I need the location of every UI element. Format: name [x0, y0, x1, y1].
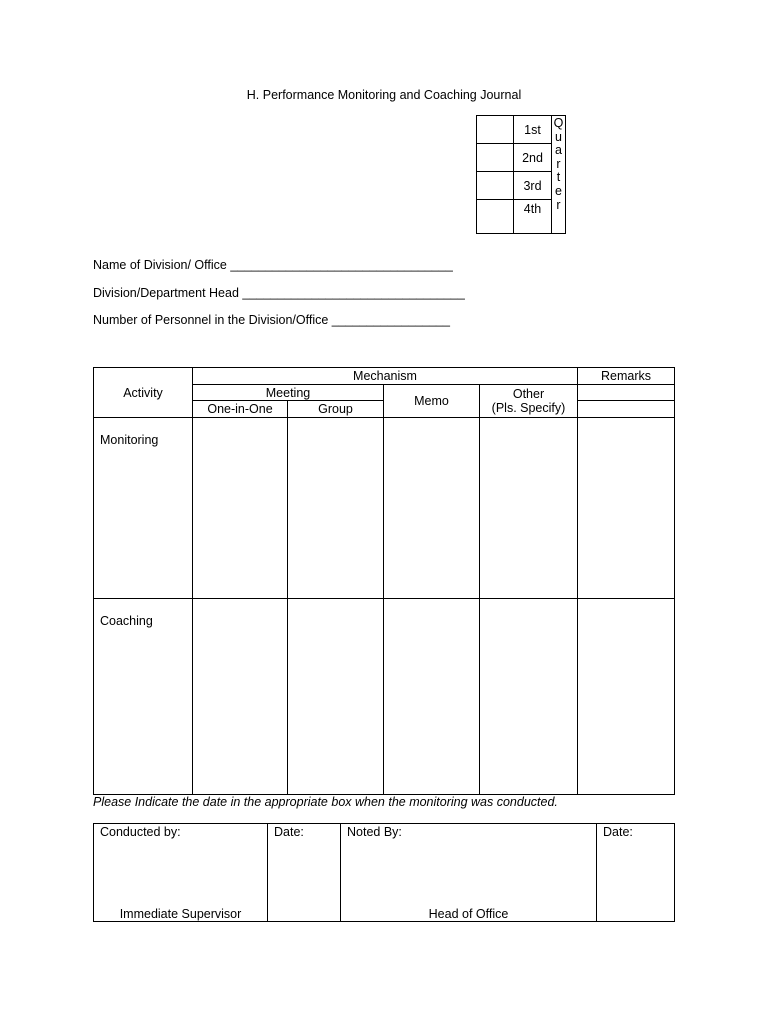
- personnel-count-field[interactable]: Number of Personnel in the Division/Office _________________: [93, 313, 450, 327]
- other-header: [480, 385, 578, 418]
- coaching-other-cell[interactable]: [480, 599, 578, 795]
- mechanism-header: Mechanism: [193, 368, 578, 385]
- quarter-box: [476, 115, 566, 234]
- coaching-memo-cell[interactable]: [384, 599, 480, 795]
- noted-by-cell[interactable]: [341, 824, 597, 922]
- other-label: Other: [512, 387, 545, 401]
- instruction-note: Please Indicate the date in the appropriate box when the monitoring was conducted.: [93, 795, 558, 809]
- monitoring-one-in-one-cell[interactable]: [193, 418, 288, 599]
- coaching-one-in-one-cell[interactable]: [193, 599, 288, 795]
- quarter-label-1: 1st: [514, 116, 552, 144]
- coaching-remarks-cell[interactable]: [578, 599, 675, 795]
- remarks-subcell: [578, 385, 675, 401]
- monitoring-remarks-cell[interactable]: [578, 418, 675, 599]
- quarter-checkbox-4[interactable]: [477, 200, 514, 234]
- activity-header: Activity: [94, 368, 193, 418]
- one-in-one-header: One-in-One: [193, 401, 288, 418]
- quarter-vertical-label: Q u a r t e r: [552, 116, 566, 234]
- meeting-header: Meeting: [193, 385, 384, 401]
- page-title: H. Performance Monitoring and Coaching Journal: [246, 88, 522, 102]
- table-row: [94, 418, 675, 599]
- department-head-field[interactable]: Division/Department Head ________________________________: [93, 286, 465, 300]
- other-specify-label: (Pls. Specify): [491, 401, 566, 415]
- head-of-office-label: Head of Office: [428, 907, 509, 921]
- quarter-checkbox-2[interactable]: [477, 144, 514, 172]
- conducted-date-label: Date:: [274, 825, 304, 839]
- noted-date-cell[interactable]: [597, 824, 675, 922]
- immediate-supervisor-label: Immediate Supervisor: [119, 907, 242, 921]
- signature-table: [93, 823, 675, 922]
- remarks-header: Remarks: [578, 368, 675, 385]
- table-row: [94, 599, 675, 795]
- conducted-by-cell[interactable]: [94, 824, 268, 922]
- monitoring-memo-cell[interactable]: [384, 418, 480, 599]
- noted-date-label: Date:: [603, 825, 633, 839]
- monitoring-other-cell[interactable]: [480, 418, 578, 599]
- memo-header: Memo: [384, 385, 480, 418]
- conducted-date-cell[interactable]: [268, 824, 341, 922]
- monitoring-group-cell[interactable]: [288, 418, 384, 599]
- quarter-label-3: 3rd: [514, 172, 552, 200]
- group-header: Group: [288, 401, 384, 418]
- remarks-subcell: [578, 401, 675, 418]
- quarter-checkbox-3[interactable]: [477, 172, 514, 200]
- division-field[interactable]: Name of Division/ Office ________________________________: [93, 258, 453, 272]
- noted-by-label: Noted By:: [347, 825, 402, 839]
- coaching-group-cell[interactable]: [288, 599, 384, 795]
- quarter-checkbox-1[interactable]: [477, 116, 514, 144]
- conducted-by-label: Conducted by:: [100, 825, 181, 839]
- quarter-label-2: 2nd: [514, 144, 552, 172]
- coaching-row-label: Coaching: [94, 599, 193, 795]
- quarter-label-4: 4th: [514, 200, 552, 234]
- activity-table: [93, 367, 675, 795]
- monitoring-row-label: Monitoring: [94, 418, 193, 599]
